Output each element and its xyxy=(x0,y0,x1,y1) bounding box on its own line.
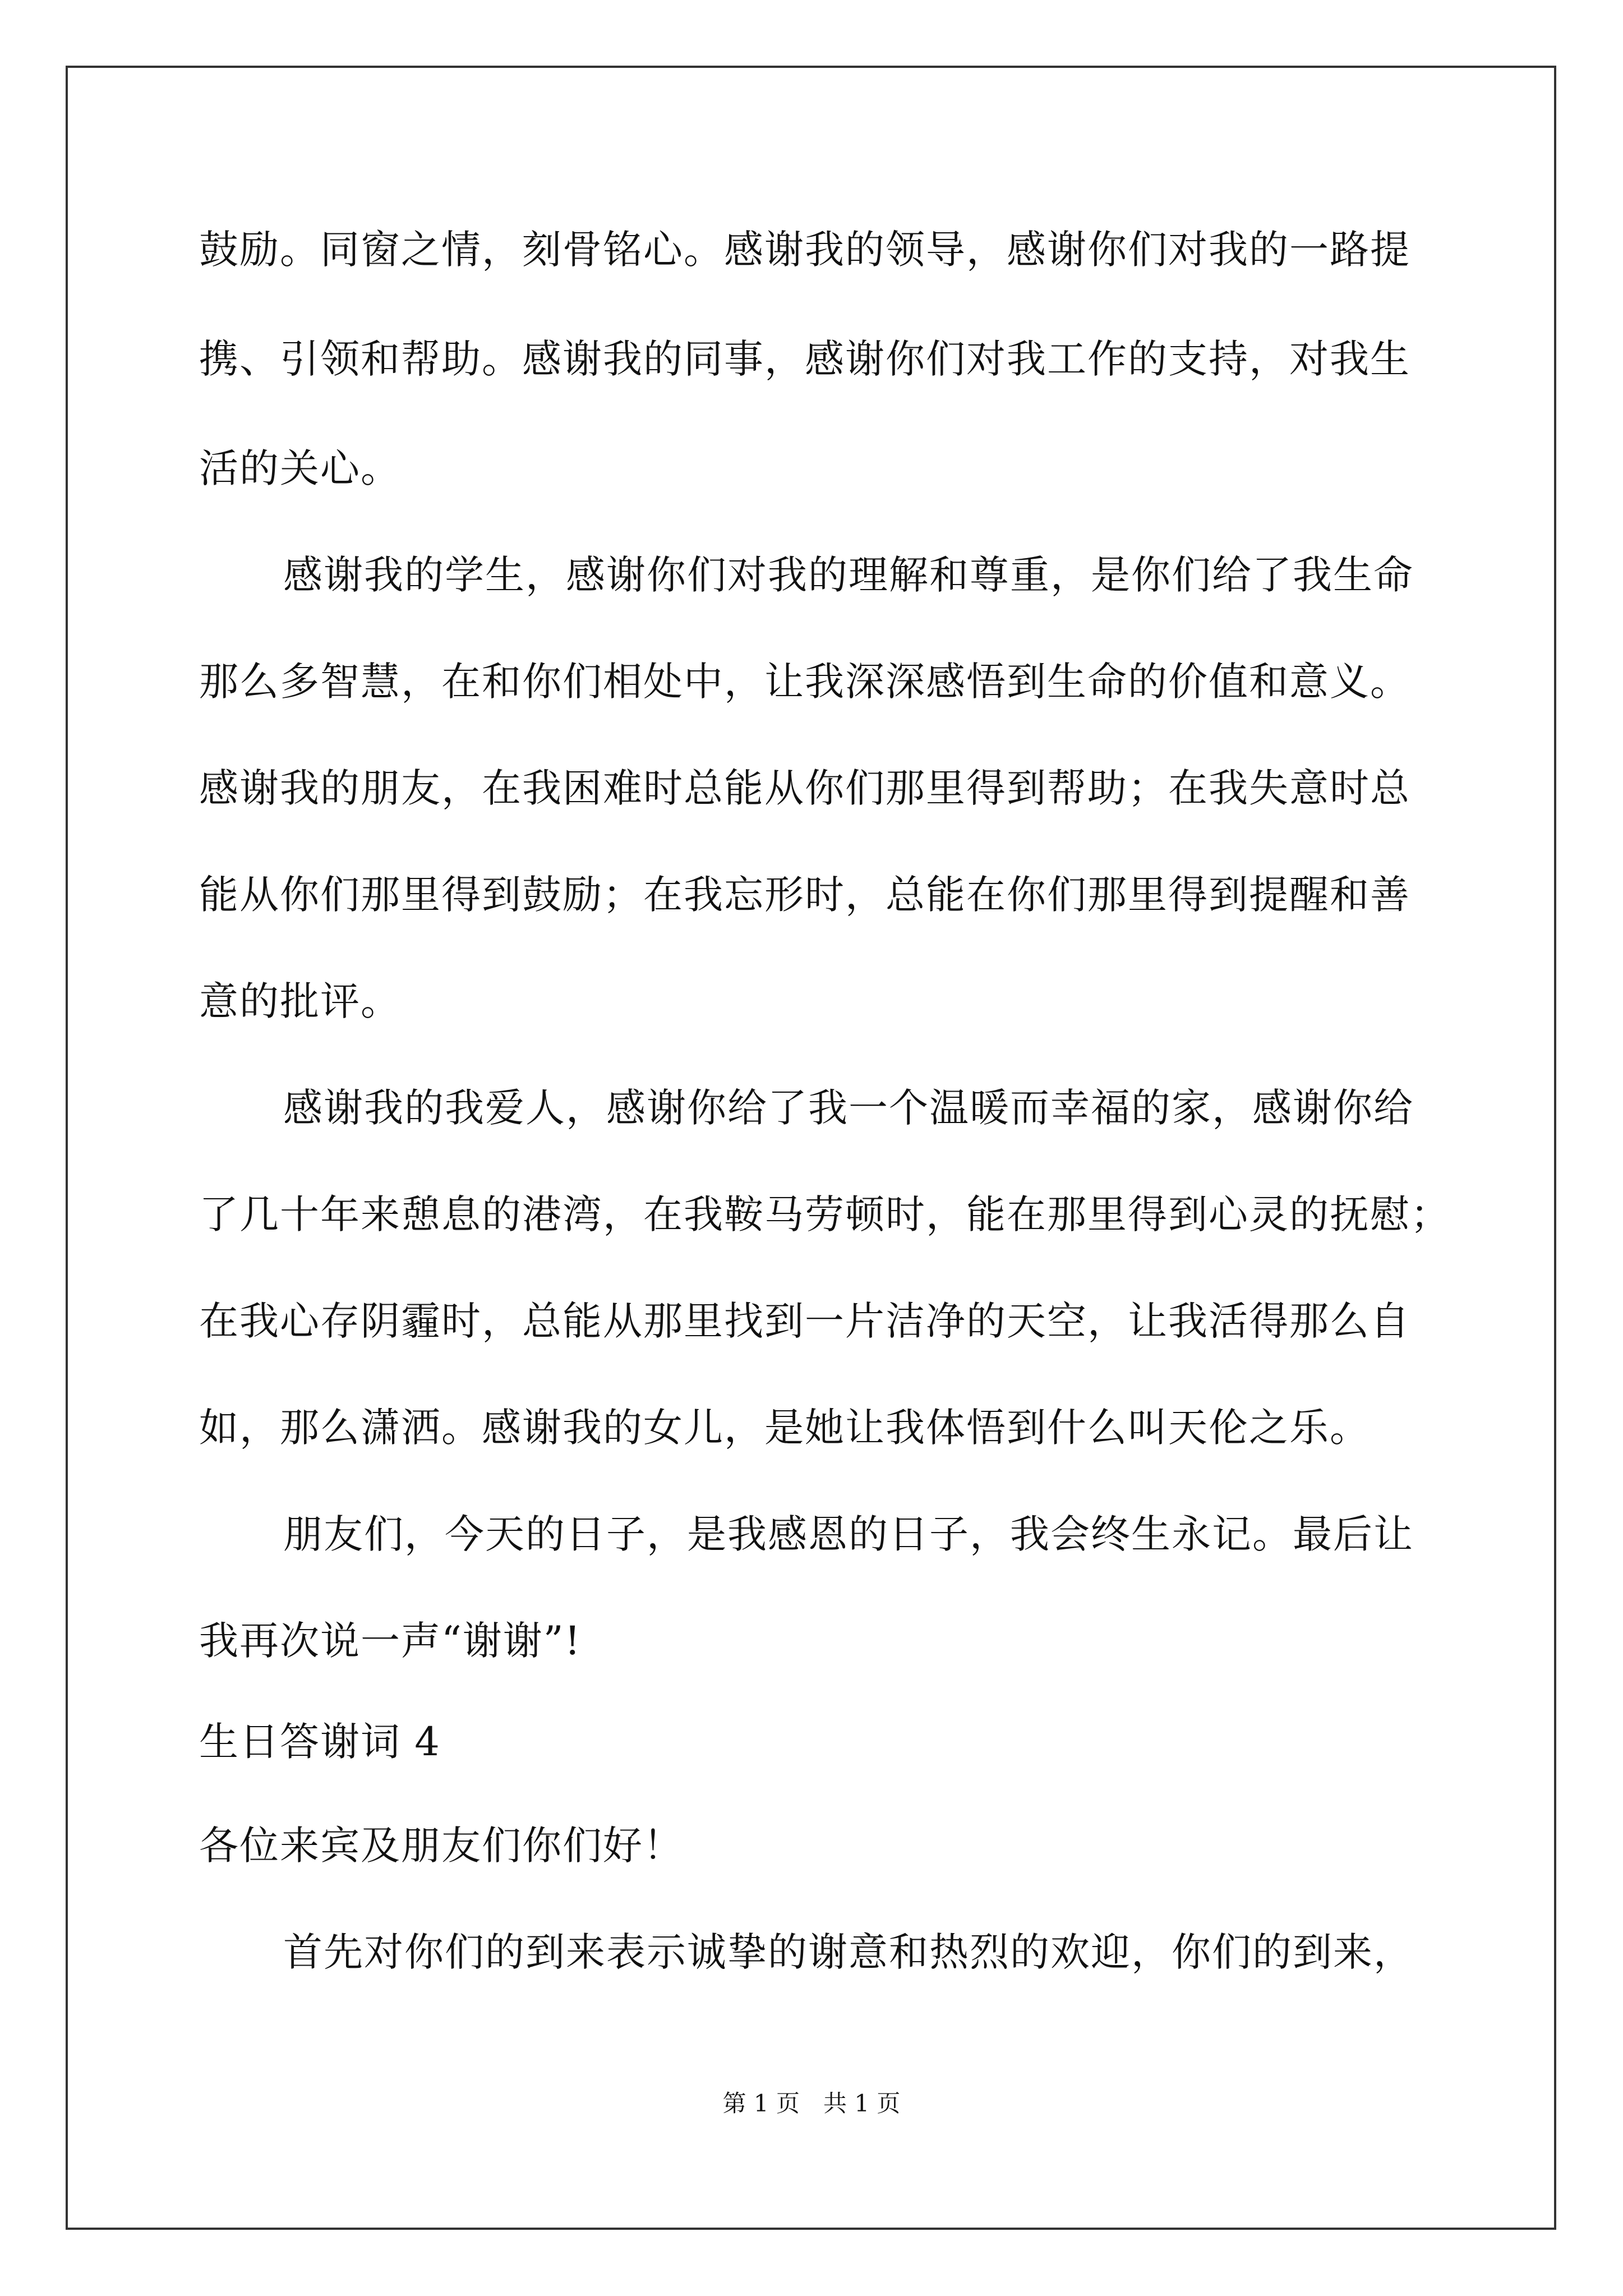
paragraph-start-line: 朋友们，今天的日子，是我感恩的日子，我会终生永记。最后让 xyxy=(283,1511,1414,1557)
paragraph-start-line: 感谢我的学生，感谢你们对我的理解和尊重，是你们给了我生命 xyxy=(283,552,1414,598)
text-line: 了几十年来憩息的港湾，在我鞍马劳顿时，能在那里得到心灵的抚慰； xyxy=(199,1191,1451,1237)
greeting-line: 各位来宾及朋友们你们好！ xyxy=(199,1823,684,1869)
text-line: 感谢我的朋友，在我困难时总能从你们那里得到帮助；在我失意时总 xyxy=(199,765,1410,811)
text-line: 活的关心。 xyxy=(199,445,401,491)
paragraph-start-line: 首先对你们的到来表示诚挚的谢意和热烈的欢迎，你们的到来， xyxy=(283,1929,1414,1975)
text-line: 如，那么潇洒。感谢我的女儿，是她让我体悟到什么叫天伦之乐。 xyxy=(199,1405,1370,1451)
text-line: 意的批评。 xyxy=(199,978,401,1024)
text-line: 我再次说一声“谢谢”! xyxy=(199,1618,582,1664)
page-border xyxy=(66,66,1556,2230)
text-line: 那么多智慧，在和你们相处中，让我深深感悟到生命的价值和意义。 xyxy=(199,659,1410,705)
section-heading: 生日答谢词 4 xyxy=(199,1719,441,1765)
text-line: 携、引领和帮助。感谢我的同事，感谢你们对我工作的支持，对我生 xyxy=(199,336,1410,382)
page-footer: 第 1 页 共 1 页 xyxy=(722,2090,901,2117)
paragraph-start-line: 感谢我的我爱人，感谢你给了我一个温暖而幸福的家，感谢你给 xyxy=(283,1085,1414,1131)
text-line: 能从你们那里得到鼓励；在我忘形时，总能在你们那里得到提醒和善 xyxy=(199,872,1410,918)
text-line: 鼓励。同窗之情，刻骨铭心。感谢我的领导，感谢你们对我的一路提 xyxy=(199,227,1410,273)
text-line: 在我心存阴霾时，总能从那里找到一片洁净的天空，让我活得那么自 xyxy=(199,1298,1410,1344)
